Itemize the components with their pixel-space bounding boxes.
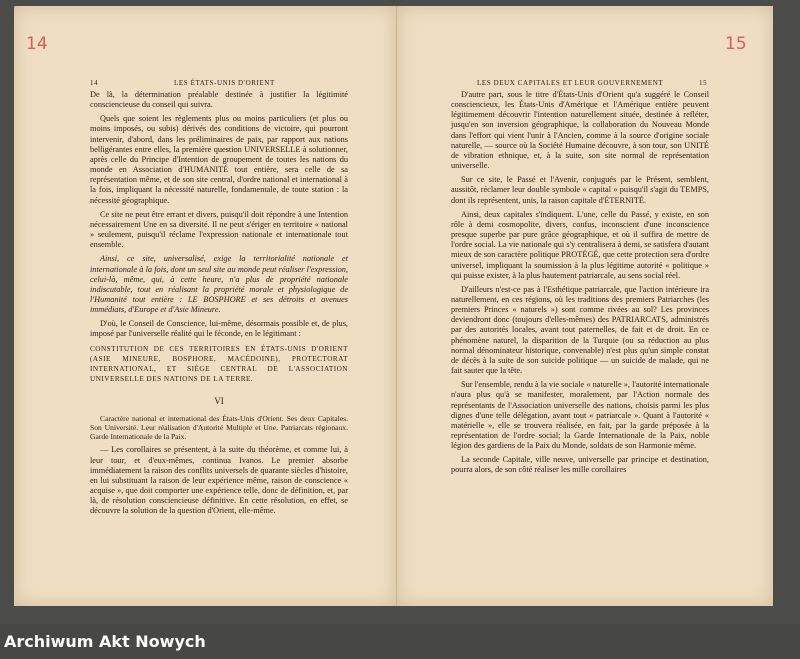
right-folio-annotation: 15 bbox=[725, 34, 747, 54]
left-closing-paragraph: — Les corollaires se présentent, à la suite du théorème, et comme lui, à leur tour, et d'eux-mêmes, continua Ivanos. Le premier absorbe immédiatement la raison des conflits universels de quarante siècles d'histoire, en lui substituant la raison de leur expérience même, raison de conscience « acquise », que doit comporter une expérience telle, donc de définition, et, par là, de résolution consciencieuse définitive. En cette résolution, en effet, se découvre la solution de la question d'Orient, elle-même. bbox=[90, 445, 348, 516]
right-paragraph: Sur l'ensemble, rendu à la vie sociale « naturelle », l'autorité internationale n'aura plus qu'à se manifester, moralement, par l'Action normale des représentants de l'Association universelle des nations, choisis parmi les plus dignes d'une telle délégation, avant tout « patriarcale ». Quant à l'autorité « matérielle », elle se trouvera réalisée, en fait, par la garde préposée à la représentation de l'ordre social; la Garde Internationale de la Paix, noble légion des gardiens de la Paix du Monde, soldats de son Harmonie même. bbox=[451, 380, 709, 451]
left-paragraph: D'où, le Conseil de Conscience, lui-même, désormais possible et, de plus, imposé par l'universelle réalité qui le féconde, en le légitimant : bbox=[90, 319, 348, 339]
left-paragraph: Ce site ne peut être errant et divers, puisqu'il doit répondre à une Intention nécessairement Une en sa diversité. Il ne peut s'ériger en territoire « national » seulement, puisqu'il réclame l'expression nationale et internationale tout ensemble. bbox=[90, 209, 348, 250]
right-running-head-title: LES DEUX CAPITALES ET LEUR GOUVERNEMENT bbox=[477, 79, 664, 87]
left-paragraph: Ainsi, ce site, universalisé, exige la territorialité nationale et internationale à la fois, dont un seul site au monde peut réaliser l'expression, celui-là, même, qui, à cette heure, n'a plus de propriété nationale indiscutable, tout en réalisant la propriété morale et physiologique de l'Humanité tout entière : LE BOSPHORE et ses détroits et avenues immédiats, d'Europe et d'Asie Mineure. bbox=[90, 254, 348, 315]
right-paragraph: La seconde Capitale, ville neuve, universelle par principe et destination, pourra alors, de son côté réaliser les mille corollaires bbox=[451, 455, 709, 475]
archive-footer-bar bbox=[0, 624, 800, 659]
left-running-head-number: 14 bbox=[90, 79, 99, 87]
right-text-column bbox=[451, 90, 709, 480]
left-page bbox=[14, 6, 396, 606]
right-running-head-number: 15 bbox=[699, 79, 708, 87]
left-folio-annotation: 14 bbox=[26, 34, 48, 54]
left-running-head-title: LES ÉTATS-UNIS D'ORIENT bbox=[174, 79, 275, 87]
left-paragraph: Quels que soient les règlements plus ou moins particuliers (et plus ou moins imposés, ou subis) dérivés des conditions de victoire, qui pourront intervenir, d'abord, dans les préliminaires de paix, par rapport aux nations belligérantes entre elles, la première question UNIVERSELLE à solutionner, après celle du Principe d'Intention de groupement de toutes les nations du monde en Association d'HUMANITÉ tout entière, sera celle de sa représentation même, et de son site central, d'ordre national et international à la fois, impliquant la nécessité naturelle, fondamentale, de toute station : la nécessité géographique. bbox=[90, 114, 348, 205]
left-paragraph-constitution: CONSTITUTION DE CES TERRITOIRES EN ÉTATS-UNIS D'ORIENT (ASIE MINEURE, BOSPHORE, MACÉDOINE), PROTECTORAT INTERNATIONAL, ET SIÈGE CENTRAL DE L'ASSOCIATION UNIVERSELLE DES NATIONS DE LA TERRE. bbox=[90, 344, 348, 384]
right-paragraph: Sur ce site, le Passé et l'Avenir, conjugués par le Présent, semblent, aussitôt, réclamer leur double symbole « capital » puisqu'il s'agit du TEMPS, dont ils représentent, unis, la raison capitale d'ÉTERNITÉ. bbox=[451, 175, 709, 205]
right-paragraph: D'ailleurs n'est-ce pas à l'Esthétique patriarcale, que l'action intérieure ira naturellement, en ces régions, où les traditions des premiers Patriarches (les premiers Princes « naturels ») sont comme rivées au sol? Les provinces deviendront donc (toujours d'elles-mêmes) des PATRIARCATS, administrés par des autorités locales, avant tout paternelles, de fait et de droit. En ce phénomène naturel, la disparition de la Turquie (ou sa réduction au plus normal dénominateur historique, convenable) n'est plus qu'un simple constat de décès à la suite de son suicide politique — un suicide de malade, qui ne fait sauter que la tête. bbox=[451, 284, 709, 376]
section-summary: Caractère national et international des États-Unis d'Orient. Ses deux Capitales. Son Université. Leur réalisation d'Autorité Multiple et Une. Patriarcats régionaux. Garde Internationale de la Paix. bbox=[90, 414, 348, 442]
left-paragraph: De là, la détermination préalable destinée à justifier la légitimité consciencieuse du conseil qui suivra. bbox=[90, 90, 348, 110]
left-text-column bbox=[90, 90, 348, 520]
right-paragraph: D'autre part, sous le titre d'États-Unis d'Orient qu'a suggéré le Conseil consciencieux, les États-Unis d'Amérique et l'Amérique entière peuvent légitimement découvrir l'intention naturellement située, destinée à refléter, jusqu'en son inversion géographique, la collaboration du Nouveau Monde dans l'effort qui vient l'unir à l'Ancien, comme à la source d'origine sociale naturelle, — source où la Société Humaine découvre, à son tour, son UNITÉ de vibration ethnique, et, à la suite, son site normal de représentation universelle. bbox=[451, 90, 709, 171]
right-page bbox=[397, 6, 773, 606]
archive-name: Archiwum Akt Nowych bbox=[4, 632, 206, 651]
right-paragraph: Ainsi, deux capitales s'indiquent. L'une, celle du Passé, y existe, en son rôle à demi cosmopolite, divers, confus, inconscient d'une inconscience presque superbe par pure grâce géographique, et où il suffira de mettre de l'ordre social. La vie nationale qui s'y centralisera à demi, se satisfera d'autant mieux de son caractère politique PROTÉGÉ, que cette protection sera d'ordre universel, impliquant la soumission à la plus légitime autorité « politique » qui puisse exister, à la plus hautement patriarcale, au sens social réel. bbox=[451, 209, 709, 280]
section-number: VI bbox=[214, 396, 224, 407]
